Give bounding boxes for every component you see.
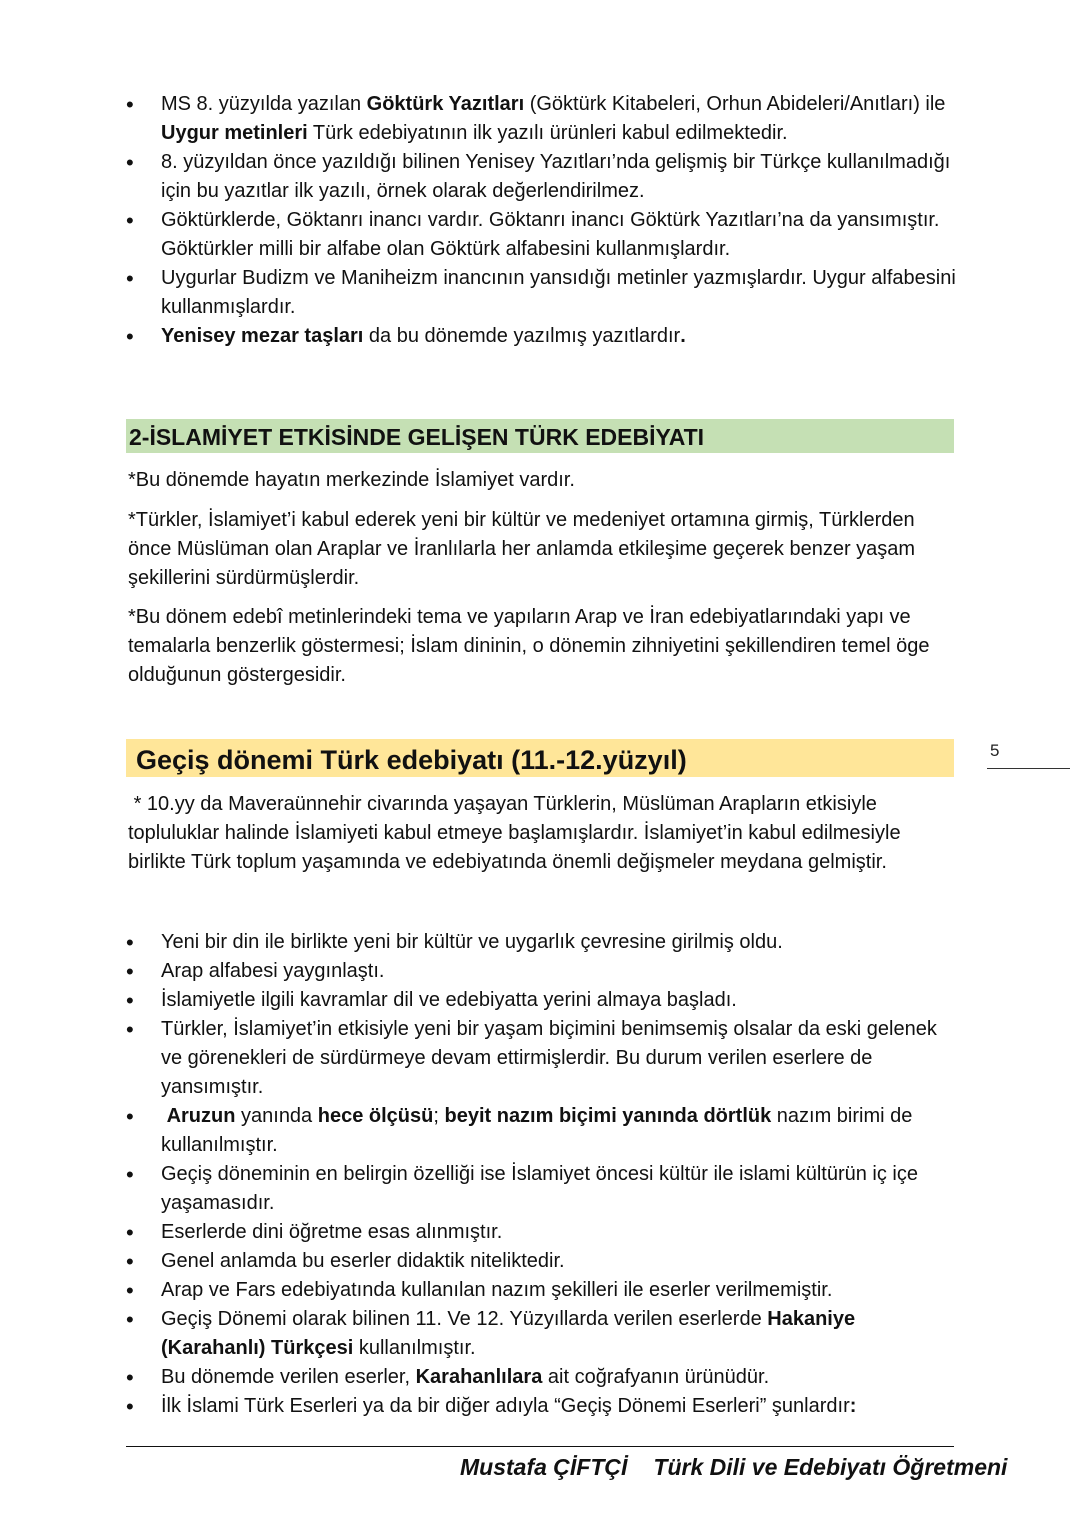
paragraph-turks-accept-islam: *Türkler, İslamiyet’i kabul ederek yeni bir kültür ve medeniyet ortamına girmiş, Türklerden önce Müslüman olan Araplar ve İranlılarla her anlamda etkileşime geçerek benzer yaşam şekillerini sürdürmüşlerdir. [128,509,916,589]
text: Türkler, İslamiyet’in etkisiyle yeni bir yaşam biçimini benimsemiş olsalar da eski gelenek ve görenekleri de sürdürmeye devam ettirmişlerdir. Bu durum verilen eserlere de yansımıştır. [161,1018,943,1098]
text: Arap ve Fars edebiyatında kullanılan nazım şekilleri ile eserler verilmemiştir. [161,1279,833,1301]
bold-text: : [849,1395,857,1417]
bold-text: hece ölçüsü [317,1105,434,1127]
text: Göktürklerde, Göktanrı inancı vardır. Göktanrı inancı Göktürk Yazıtları’na da yansımıştır. Göktürkler milli bir alfabe olan Göktürk alfabesini kullanmışlardır. [161,209,946,260]
text: (Göktürk Kitabeleri, Orhun Abideleri/Anıtları) ile [524,93,951,115]
bold-text: Aruzun [166,1105,236,1127]
footer-title: Türk Dili ve Edebiyatı Öğretmeni [653,1454,1008,1480]
text: da bu dönemde yazılmış yazıtlardır [363,325,681,347]
list-item [126,1392,956,1421]
text: Geçiş Dönemi olarak bilinen 11. Ve 12. Yüzyıllarda verilen eserlerde [161,1308,768,1330]
list-item [126,1247,956,1276]
bold-text: Göktürk Yazıtları [366,93,525,115]
bold-text: Uygur metinleri [161,122,308,144]
text: 8. yüzyıldan önce yazıldığı bilinen Yenisey Yazıtları’nda gelişmiş bir Türkçe kullanılmadığı için bu yazıtlar ilk yazılı, örnek olarak değerlendirilmez. [161,151,956,202]
text: ; [433,1105,445,1127]
paragraph-islam-center: *Bu dönemde hayatın merkezinde İslamiyet vardır. [128,469,575,491]
text: Yeni bir din ile birlikte yeni bir kültür ve uygarlık çevresine girilmiş oldu. [161,931,783,953]
footer-author: Mustafa ÇİFTÇİ [460,1454,628,1480]
paragraph-literary-themes: *Bu dönem edebî metinlerindeki tema ve yapıların Arap ve İran edebiyatlarındaki yapı ve temalarla benzerlik göstermesi; İslam dininin, o dönemin zihniyetini şekillendiren temel öge olduğunun göstergesidir. [128,606,930,686]
list-item [126,1015,956,1102]
paragraph-transition-intro: * 10.yy da Maveraünnehir civarında yaşayan Türklerin, Müslüman Arapların etkisiyle topluluklar halinde İslamiyeti kabul etmeye başlamışlardır. İslamiyet’in kabul edilmesiyle birlikte Türk toplum yaşamında ve edebiyatında önemli değişmeler meydana gelmiştir. [128,793,907,873]
list-item [126,1305,956,1363]
bold-text: Karahanlılara [415,1366,543,1388]
list-item [126,90,956,148]
bold-text: Yenisey mezar taşları [161,325,364,347]
list-item [126,206,956,264]
text: Uygurlar Budizm ve Maniheizm inancının yansıdığı metinler yazmışlardır. Uygur alfabesini kullanmışlardır. [161,267,962,318]
text: Arap alfabesi yaygınlaştı. [161,960,385,982]
list-item [126,1218,956,1247]
list-item [126,322,956,351]
text: İslamiyetle ilgili kavramlar dil ve edebiyatta yerini almaya başladı. [161,989,737,1011]
bold-text: . [680,325,686,347]
text: Türk edebiyatının ilk yazılı ürünleri kabul edilmektedir. [307,122,788,144]
text: Geçiş döneminin en belirgin özelliği ise İslamiyet öncesi kültür ile islami kültürün iç içe yaşamasıdır. [161,1163,924,1214]
text: İlk İslami Türk Eserleri ya da bir diğer adıyla “Geçiş Dönemi Eserleri” şunlardır [161,1395,850,1417]
text: Genel anlamda bu eserler didaktik niteliktedir. [161,1250,565,1272]
list-item [126,1102,956,1160]
list-item [126,986,956,1015]
section-heading-islamic-literature: 2-İSLAMİYET ETKİSİNDE GELİŞEN TÜRK EDEBİYATI [126,419,954,453]
section-heading-transition-period: Geçiş dönemi Türk edebiyatı (11.-12.yüzyıl) [126,739,954,777]
list-item [126,1363,956,1392]
text: ait coğrafyanın ürünüdür. [542,1366,770,1388]
text: Bu dönemde verilen eserler, [161,1366,416,1388]
list-item [126,957,956,986]
text: MS 8. yüzyılda yazılan [161,93,367,115]
pre-islamic-bullet-list [126,90,962,351]
list-item [126,1160,956,1218]
page-number-divider [987,768,1070,769]
text: yanında [235,1105,318,1127]
transition-bullet-list [126,928,956,1421]
list-item [126,264,962,322]
footer-divider [126,1446,954,1447]
list-item [126,1276,956,1305]
page-number: 5 [990,741,1000,760]
bold-text: Hakaniye (Karahanlı) Türkçesi [161,1308,861,1359]
list-item [126,148,956,206]
text: Eserlerde dini öğretme esas alınmıştır. [161,1221,503,1243]
bold-text: beyit nazım biçimi yanında dörtlük [444,1105,772,1127]
footer-signature [460,1452,1020,1482]
text: kullanılmıştır. [353,1337,476,1359]
list-item [126,928,956,957]
text: nazım birimi de kullanılmıştır. [161,1105,918,1156]
